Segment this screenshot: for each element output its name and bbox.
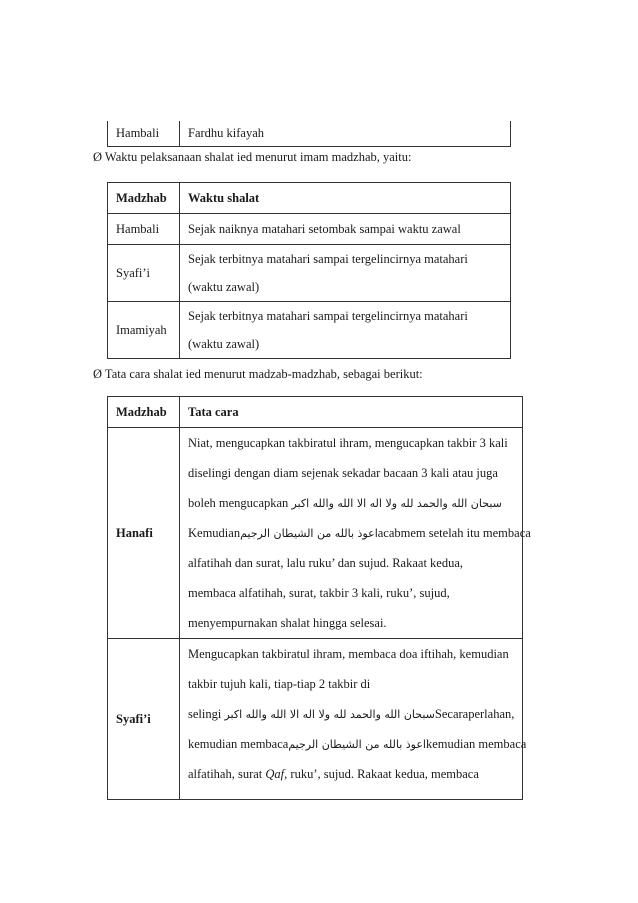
madzhab-cell: Hanafi xyxy=(108,428,180,639)
table-tata-cara xyxy=(107,396,531,800)
text-fragment: selingi xyxy=(188,707,222,721)
madzhab-cell: Syafi’i xyxy=(108,639,180,800)
text-fragment: Kemudian xyxy=(188,526,241,540)
table-row xyxy=(108,214,511,245)
text-fragment: Qaf, xyxy=(265,767,288,781)
madzhab-cell: Imamiyah xyxy=(108,302,180,359)
text-fragment: Secara xyxy=(434,707,469,721)
header-madzhab: Madzhab xyxy=(108,397,180,428)
madzhab-cell: Hambali xyxy=(108,121,180,147)
text-line xyxy=(188,518,531,548)
waktu-cell xyxy=(180,302,511,359)
table-row xyxy=(108,121,511,147)
table-row-syafii xyxy=(108,639,523,800)
tata-cara-cell xyxy=(180,428,531,639)
header-waktu: Waktu shalat xyxy=(180,183,511,214)
header-madzhab: Madzhab xyxy=(108,183,180,214)
text-line xyxy=(188,458,514,488)
text-line: membaca alfatihah, surat, takbir 3 kali, ruku’, sujud, xyxy=(188,586,450,600)
table-row xyxy=(108,302,511,359)
table-header-row xyxy=(108,183,511,214)
table-continuation xyxy=(107,121,511,147)
text-line: Niat, mengucapkan takbiratul ihram, mengucapkan takbir 3 kali xyxy=(188,436,508,450)
bullet-tata-cara: Ø Tata cara shalat ied menurut madzab-madzhab, sebagai berikut: xyxy=(93,367,423,381)
text-line xyxy=(188,759,514,789)
text-fragment: alfatihah, surat xyxy=(188,767,263,781)
text-line: menyempurnakan shalat hingga selesai. xyxy=(188,616,387,630)
tata-cara-cell xyxy=(180,639,527,800)
text-fragment: boleh mengucapkan xyxy=(188,496,289,510)
arabic-phrase: اعوذ بالله من الشيطان الرجيم xyxy=(240,527,378,540)
waktu-line: (waktu zawal) xyxy=(188,280,260,294)
text-line: takbir tujuh kali, tiap-tiap 2 takbir di xyxy=(188,677,371,691)
waktu-cell xyxy=(180,245,511,302)
waktu-line: (waktu zawal) xyxy=(188,337,260,351)
text-fragment: kemudian membaca xyxy=(188,737,289,751)
header-tata-cara: Tata cara xyxy=(180,397,523,428)
table-row xyxy=(108,245,511,302)
table-header-row xyxy=(108,397,523,428)
text-line xyxy=(188,699,514,729)
ruling-cell: Fardhu kifayah xyxy=(180,121,511,147)
text-fragment: kemudian membaca xyxy=(425,737,527,751)
text-line: Mengucapkan takbiratul ihram, membaca doa iftihah, kemudian xyxy=(188,647,509,661)
text-line: alfatihah dan surat, lalu ruku’ dan sujud. Rakaat kedua, xyxy=(188,556,464,570)
text-fragment: ruku’, sujud. Rakaat kedua, membaca xyxy=(290,767,479,781)
waktu-line: Sejak terbitnya matahari sampai tergelincirnya matahari xyxy=(188,309,468,323)
arabic-phrase: اعوذ بالله من الشيطان الرجيم xyxy=(288,738,426,751)
madzhab-cell: Syafi’i xyxy=(108,245,180,302)
text-fragment: diselingi dengan diam sejenak sekadar bacaan 3 kali atau juga xyxy=(188,466,498,480)
bullet-waktu: Ø Waktu pelaksanaan shalat ied menurut imam madzhab, yaitu: xyxy=(93,150,412,164)
waktu-line: Sejak terbitnya matahari sampai tergelincirnya matahari xyxy=(188,252,468,266)
arabic-phrase: سبحان الله والحمد لله ولا اله الا الله والله اكبر xyxy=(291,497,502,510)
text-fragment: acabmem setelah itu membaca xyxy=(377,526,531,540)
waktu-cell: Sejak naiknya matahari setombak sampai waktu zawal xyxy=(180,214,511,245)
table-row-hanafi xyxy=(108,428,523,639)
madzhab-cell: Hambali xyxy=(108,214,180,245)
table-waktu-shalat xyxy=(107,182,511,359)
text-line xyxy=(188,488,514,518)
text-fragment: perlahan, xyxy=(468,707,515,721)
arabic-phrase: سبحان الله والحمد لله ولا اله الا الله والله اكبر xyxy=(224,708,435,721)
text-line xyxy=(188,729,527,759)
